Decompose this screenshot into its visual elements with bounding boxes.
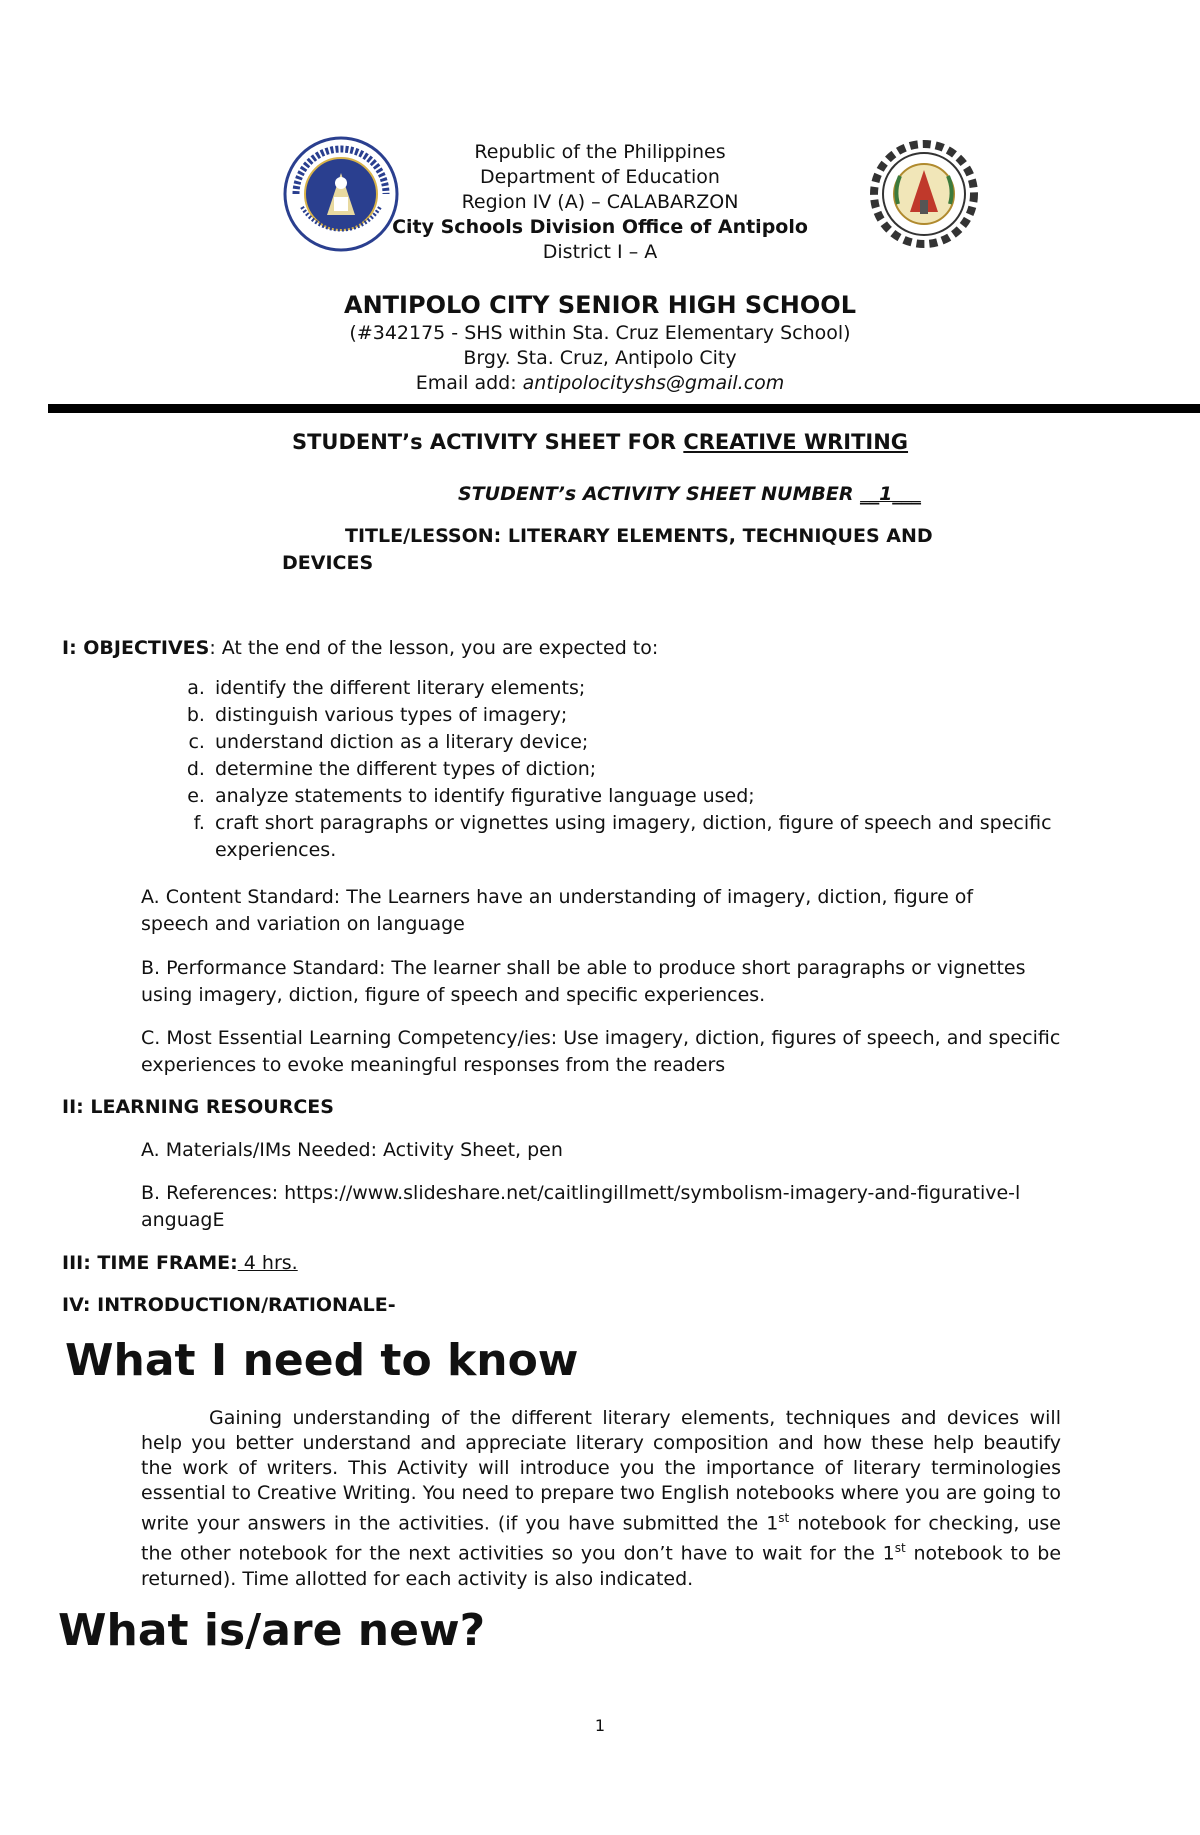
objective-item: a. identify the different literary elements; xyxy=(211,675,1091,702)
sheet-number-label: STUDENT’s ACTIVITY SHEET NUMBER xyxy=(458,483,861,505)
page-number: 1 xyxy=(594,1716,606,1735)
school-address: Brgy. Sta. Cruz, Antipolo City xyxy=(463,347,737,369)
intro-text-part1: Gaining understanding of the different literary elements, techniques and devices will help you better understand and appreciate literary composition and how these help beautify the work of writers. This Activity will introduce you the importance of literary terminologies essential to Creative Writing. You need to prepare two English notebooks where you are going to write your answers in the activities. (if you have submitted the 1 xyxy=(141,1407,1061,1535)
objectives-label: I: OBJECTIVES xyxy=(62,637,210,659)
email-label: Email add: xyxy=(415,372,523,394)
resources-heading: II: LEARNING RESOURCES xyxy=(62,1096,334,1118)
time-frame-line xyxy=(62,1250,298,1277)
header-district: District I – A xyxy=(542,241,658,263)
sheet-title-subject: CREATIVE WRITING xyxy=(683,430,909,454)
intro-text-part2: notebook for checking, use the other notebook for the next activities so you don’t have to wait for the 1 xyxy=(141,1512,1061,1565)
intro-text-part3: notebook to be returned). Time allotted for each activity is also indicated. xyxy=(141,1542,1062,1590)
lesson-title-line1: TITLE/LESSON: LITERARY ELEMENTS, TECHNIQUES AND xyxy=(345,525,933,547)
sheet-number-line xyxy=(458,481,921,508)
school-email-line xyxy=(200,371,1000,396)
resources-references: B. References: https://www.slideshare.net/caitlingillmett/symbolism-imagery-and-figurative-languagE xyxy=(141,1182,1021,1231)
objective-item: e. analyze statements to identify figurative language used; xyxy=(211,783,1091,810)
header-department: Department of Education xyxy=(480,166,720,188)
introduction-heading: IV: INTRODUCTION/RATIONALE- xyxy=(62,1294,396,1316)
objectives-list xyxy=(175,675,1091,864)
what-is-new-heading: What is/are new? xyxy=(58,1605,486,1656)
intro-sup1: st xyxy=(778,1511,790,1525)
what-i-need-to-know-heading: What I need to know xyxy=(65,1335,579,1386)
objective-item: b. distinguish various types of imagery; xyxy=(211,702,1091,729)
header-divider xyxy=(48,404,1200,413)
objectives-heading xyxy=(62,635,658,662)
header-region: Region IV (A) – CALABARZON xyxy=(461,191,739,213)
objective-item: c. understand diction as a literary device; xyxy=(211,729,1091,756)
email-link[interactable]: antipolocityshs@gmail.com xyxy=(522,372,785,394)
performance-standard: B. Performance Standard: The learner shall be able to produce short paragraphs or vignettes using imagery, diction, figure of speech and specific experiences. xyxy=(141,957,1026,1006)
resources-materials: A. Materials/IMs Needed: Activity Sheet, pen xyxy=(141,1139,563,1161)
objective-item: f. craft short paragraphs or vignettes using imagery, diction, figure of speech and specific experiences. xyxy=(211,810,1091,864)
objectives-intro: : At the end of the lesson, you are expected to: xyxy=(209,637,659,659)
lesson-title-line2: DEVICES xyxy=(282,552,374,574)
intro-sup2: st xyxy=(894,1541,906,1556)
header-division: City Schools Division Office of Antipolo xyxy=(392,216,808,238)
time-frame-value: 4 hrs. xyxy=(237,1252,298,1274)
school-id: (#342175 - SHS within Sta. Cruz Elementary School) xyxy=(349,322,851,344)
sheet-title-prefix: STUDENT’s ACTIVITY SHEET FOR xyxy=(291,430,684,454)
content-standard: A. Content Standard: The Learners have an understanding of imagery, diction, figure of speech and variation on language xyxy=(141,886,974,935)
header-republic: Republic of the Philippines xyxy=(474,141,726,163)
sheet-title xyxy=(200,428,1000,456)
school-name: ANTIPOLO CITY SENIOR HIGH SCHOOL xyxy=(344,291,856,319)
introduction-paragraph xyxy=(141,1406,1061,1592)
time-frame-label: III: TIME FRAME: xyxy=(62,1252,238,1274)
learning-competency: C. Most Essential Learning Competency/ies: Use imagery, diction, figures of speech, and specific experiences to evoke meaningful responses from the readers xyxy=(141,1027,1061,1076)
objective-item: d. determine the different types of diction; xyxy=(211,756,1091,783)
sheet-number-value: __1___ xyxy=(860,483,921,505)
